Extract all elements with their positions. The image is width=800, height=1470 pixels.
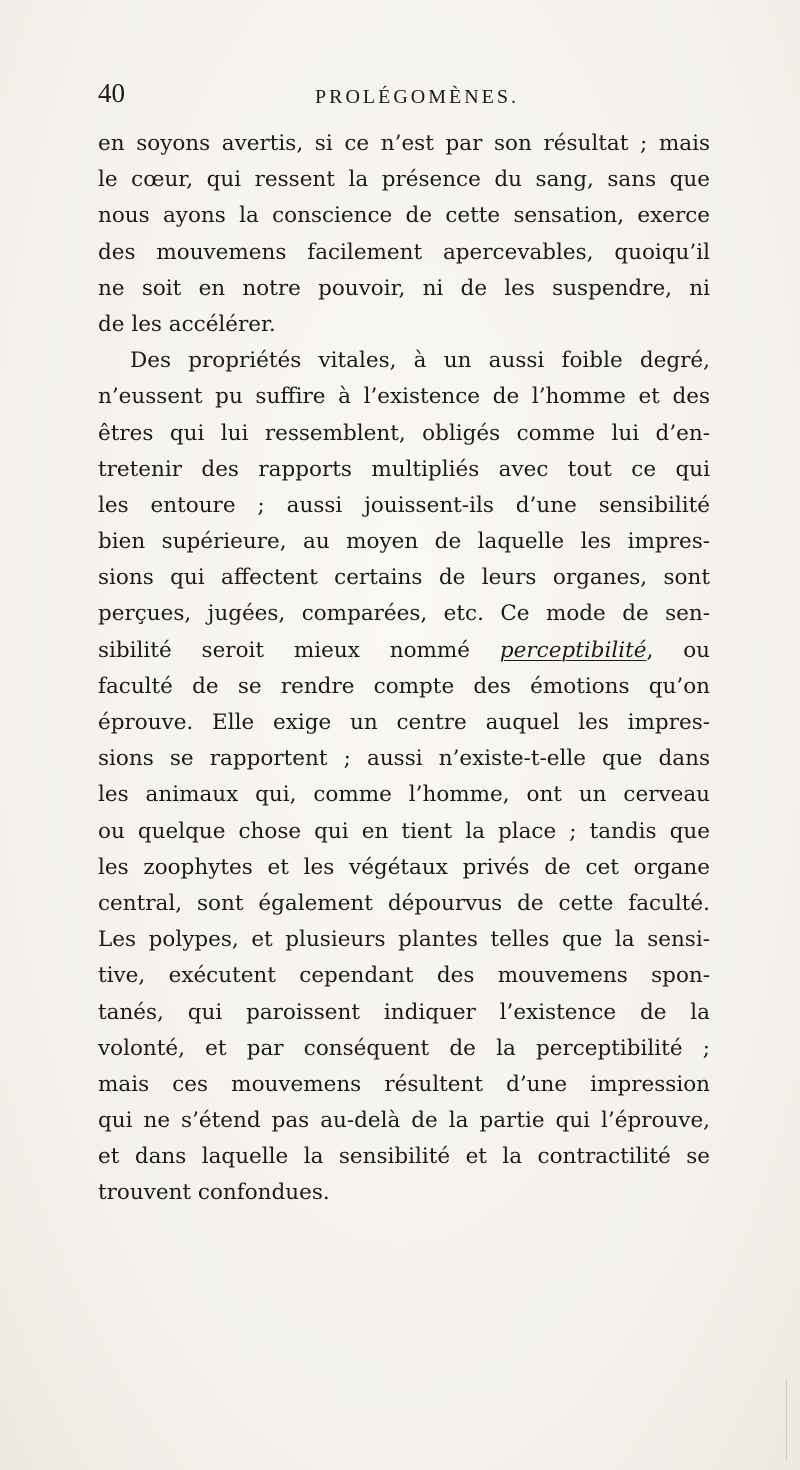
text-line: sions se rapportent ; aussi n’existe-t-elle que dans (98, 746, 710, 772)
text-line: mais ces mouvemens résultent d’une impression (98, 1071, 710, 1097)
text-line: de les accélérer. (98, 311, 276, 337)
page-header (98, 78, 698, 118)
text-line: Des propriétés vitales, à un aussi foible degré, (130, 348, 710, 374)
line-end: , ou (646, 637, 710, 663)
emphasized-term: perceptibilité (499, 637, 647, 663)
text-line: ne soit en notre pouvoir, ni de les suspendre, ni (98, 275, 710, 301)
text-line: qui ne s’étend pas au-delà de la partie qui l’éprouve, (98, 1108, 710, 1134)
text-line: ou quelque chose qui en tient la place ; tandis que (98, 818, 710, 844)
text-line-emphasis (98, 633, 710, 669)
text-line: et dans laquelle la sensibilité et la contractilité se (98, 1144, 710, 1170)
text-line: en soyons avertis, si ce n’est par son résultat ; mais (98, 131, 710, 156)
text-line: nous ayons la conscience de cette sensation, exerce (98, 203, 710, 229)
text-line: les zoophytes et les végétaux privés de cet organe (98, 854, 710, 880)
text-line: n’eussent pu suffire à l’existence de l’homme et des (98, 384, 710, 410)
text-line: faculté de se rendre compte des émotions qu’on (98, 673, 710, 699)
text-line: bien supérieure, au moyen de laquelle les impres- (98, 529, 710, 555)
text-line: des mouvemens facilement apercevables, quoiqu’il (98, 239, 710, 265)
running-head: PROLÉGOMÈNES. (315, 86, 520, 108)
text-line: sions qui affectent certains de leurs organes, sont (98, 565, 710, 591)
text-line: Les polypes, et plusieurs plantes telles que la sensi- (98, 927, 710, 953)
text-line: tanés, qui paroissent indiquer l’existence de la (98, 999, 710, 1025)
text-line: êtres qui lui ressemblent, obligés comme lui d’en- (98, 420, 710, 446)
text-line: les entoure ; aussi jouissent-ils d’une sensibilité (98, 492, 710, 518)
line-start: sibilité seroit mieux nommé (98, 637, 471, 663)
text-line: perçues, jugées, comparées, etc. Ce mode de sen- (98, 601, 710, 627)
text-line: volonté, et par conséquent de la perceptibilité ; (98, 1035, 710, 1061)
text-line: tive, exécutent cependant des mouvemens spon- (98, 963, 710, 989)
page-number: 40 (98, 78, 125, 108)
text-line: les animaux qui, comme l’homme, ont un cerveau (98, 782, 710, 808)
text-line: trouvent confondues. (98, 1180, 330, 1206)
body-text (98, 126, 710, 1212)
text-line: le cœur, qui ressent la présence du sang, sans que (98, 167, 710, 193)
text-line: éprouve. Elle exige un centre auquel les impres- (98, 710, 710, 735)
text-line: tretenir des rapports multipliés avec tout ce qui (98, 456, 710, 482)
page-edge-mark (786, 1380, 787, 1460)
text-line: central, sont également dépourvus de cette faculté. (98, 890, 710, 916)
